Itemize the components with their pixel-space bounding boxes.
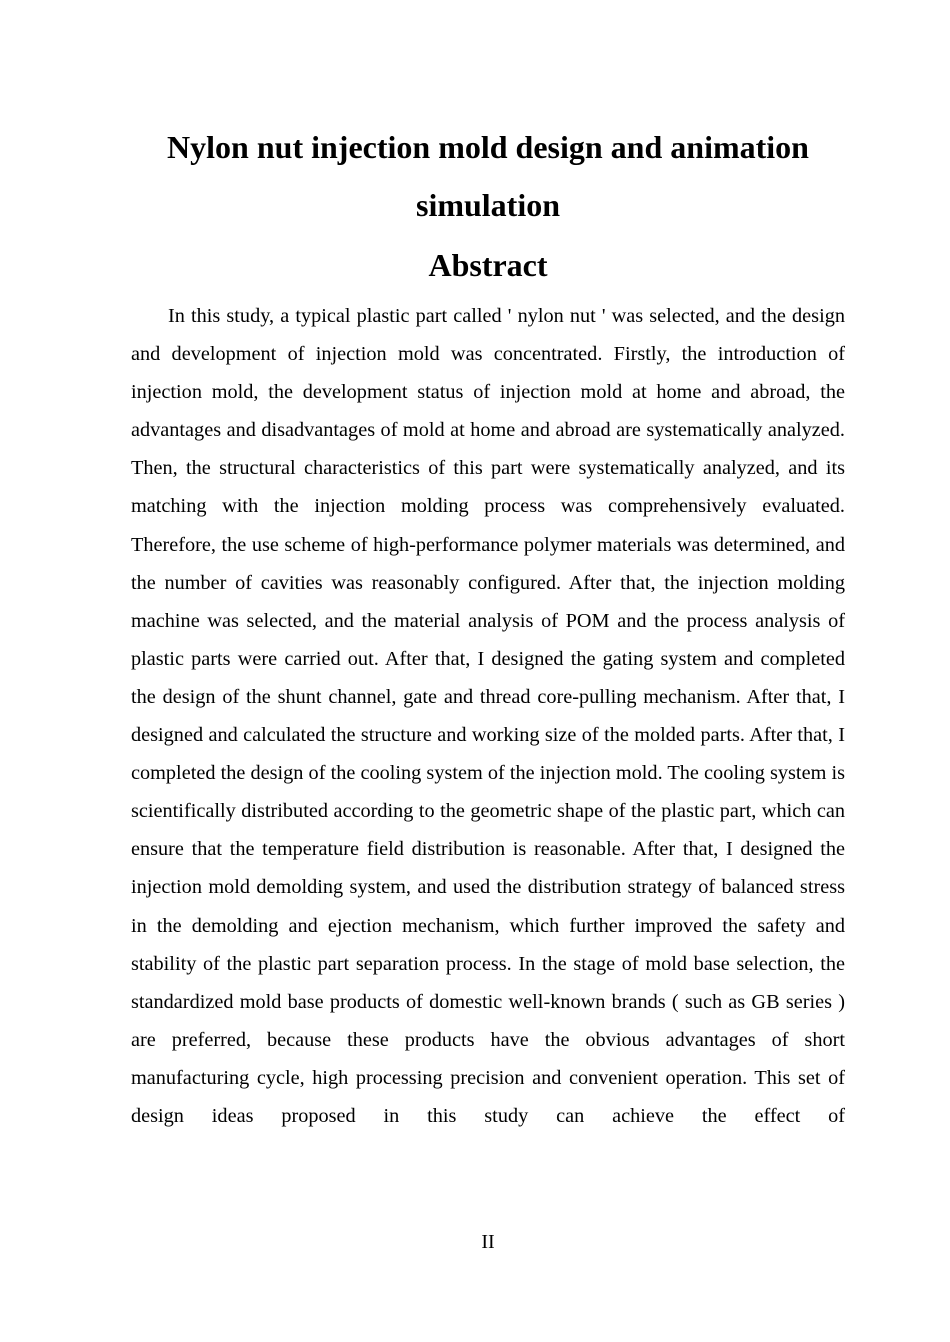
page-number: II [481, 1231, 495, 1253]
abstract-body [131, 297, 845, 1127]
abstract-heading: Abstract [428, 247, 548, 283]
abstract-text: In this study, a typical plastic part called ' nylon nut ' was selected, and the design and development of injection mold was concentrated. Firstly, the introduction of injection mold, the development status of injection mold at home and abroad, the advantages and disadvantages of mold at home and abroad are systematically analyzed. Then, the structural characteristics of this part were systematically analyzed, and its matching with the injection molding process was comprehensively evaluated. Therefore, the use scheme of high-performance polymer materials was determined, and the number of cavities was reasonably configured. After that, the injection molding machine was selected, and the material analysis of POM and the process analysis of plastic parts were carried out. After that, I designed the gating system and completed the design of the shunt channel, gate and thread core-pulling mechanism. After that, I designed and calculated the structure and working size of the molded parts. After that, I completed the design of the cooling system of the injection mold. The cooling system is scientifically distributed according to the geometric shape of the plastic part, which can ensure that the temperature field distribution is reasonable. After that, I designed the injection mold demolding system, and used the distribution strategy of balanced stress in the demolding and ejection mechanism, which further improved the safety and stability of the plastic part separation process. In the stage of mold base selection, the standardized mold base products of domestic well-known brands ( such as GB series ) are preferred, because these products have the obvious advantages of short manufacturing cycle, high processing precision and convenient operation. This set of design ideas proposed in this study can achieve the effect of [131, 305, 845, 1127]
document-title: Nylon nut injection mold design and animation simulation [167, 129, 809, 223]
